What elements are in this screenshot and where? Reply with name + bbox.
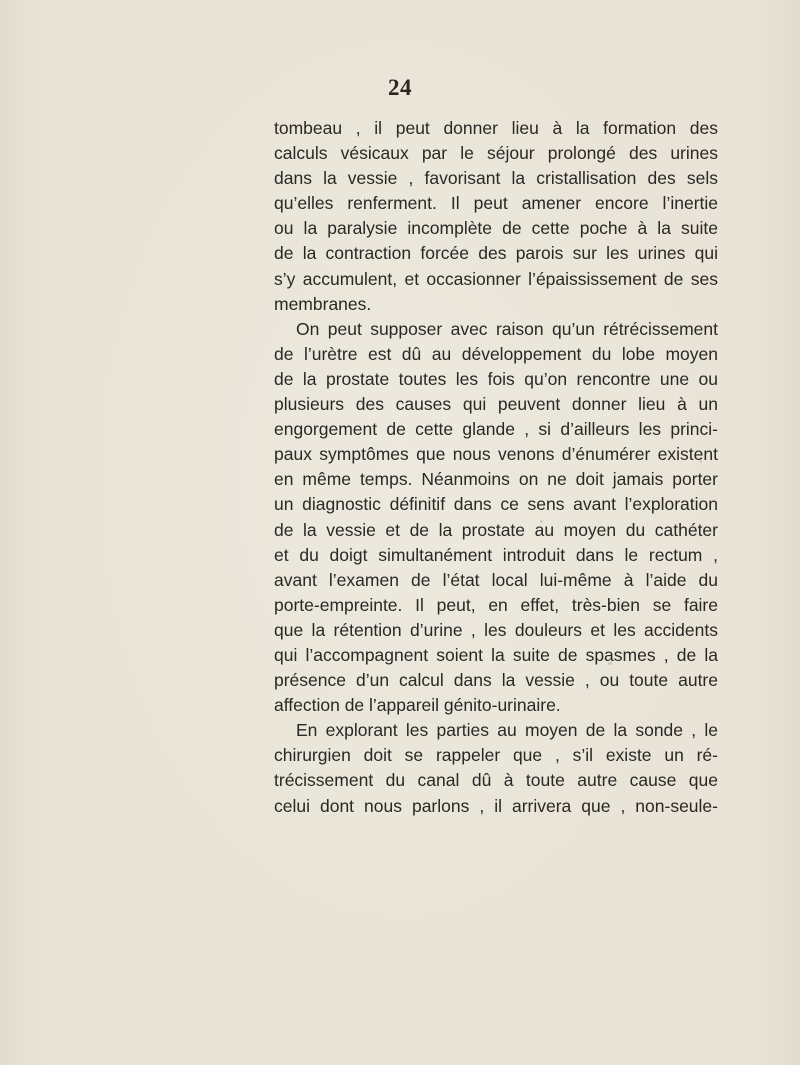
text-line: ou la paralysie incomplète de cette poche à la suite xyxy=(274,218,718,239)
text-line: paux symptômes que nous venons d’énumérer existent xyxy=(274,444,718,465)
text-line: porte-empreinte. Il peut, en effet, très-bien se faire xyxy=(274,594,718,615)
text-line: de la vessie et de la prostate au moyen du cathéter xyxy=(274,519,718,540)
text-line: plusieurs des causes qui peuvent donner lieu à un xyxy=(274,394,718,415)
paper-spot xyxy=(540,520,543,523)
text-line: engorgement de cette glande , si d’ailleurs les princi- xyxy=(274,419,718,440)
text-line: chirurgien doit se rappeler que , s’il existe un ré- xyxy=(274,745,718,766)
text-line: qui l’accompagnent soient la suite de spasmes , de la xyxy=(274,644,718,665)
paper-spot xyxy=(608,662,612,665)
text-line: qu’elles renferment. Il peut amener encore l’inertie xyxy=(274,193,718,214)
text-line: En explorant les parties au moyen de la sonde , le xyxy=(296,720,718,741)
text-line: tombeau , il peut donner lieu à la formation des xyxy=(274,118,718,138)
text-line: affection de l’appareil génito-urinaire. xyxy=(274,695,561,716)
text-line: membranes. xyxy=(274,293,372,314)
text-line: présence d’un calcul dans la vessie , ou toute autre xyxy=(274,670,718,691)
text-line: en même temps. Néanmoins on ne doit jamais porter xyxy=(274,469,718,490)
paper-spot xyxy=(700,460,702,463)
text-line: avant l’examen de l’état local lui-même à l’aide du xyxy=(274,569,718,590)
text-line: un diagnostic définitif dans ce sens avant l’exploration xyxy=(274,494,718,515)
text-line: de la contraction forcée des parois sur les urines qui xyxy=(274,243,718,264)
text-line: trécissement du canal dû à toute autre cause que xyxy=(274,770,718,791)
text-line: de la prostate toutes les fois qu’on rencontre une ou xyxy=(274,368,718,389)
text-line: calculs vésicaux par le séjour prolongé des urines xyxy=(274,143,718,164)
text-line: celui dont nous parlons , il arrivera que , non-seule- xyxy=(274,795,718,816)
text-line: que la rétention d’urine , les douleurs et les accidents xyxy=(274,619,718,640)
body-text xyxy=(274,116,718,819)
text-line: de l’urètre est dû au développement du lobe moyen xyxy=(274,343,718,364)
page-number: 24 xyxy=(388,75,412,100)
text-line: et du doigt simultanément introduit dans le rectum , xyxy=(274,544,718,565)
text-line: dans la vessie , favorisant la cristallisation des sels xyxy=(274,168,718,189)
text-line: On peut supposer avec raison qu’un rétrécissement xyxy=(296,318,718,339)
text-line: s’y accumulent, et occasionner l’épaississement de ses xyxy=(274,268,718,289)
